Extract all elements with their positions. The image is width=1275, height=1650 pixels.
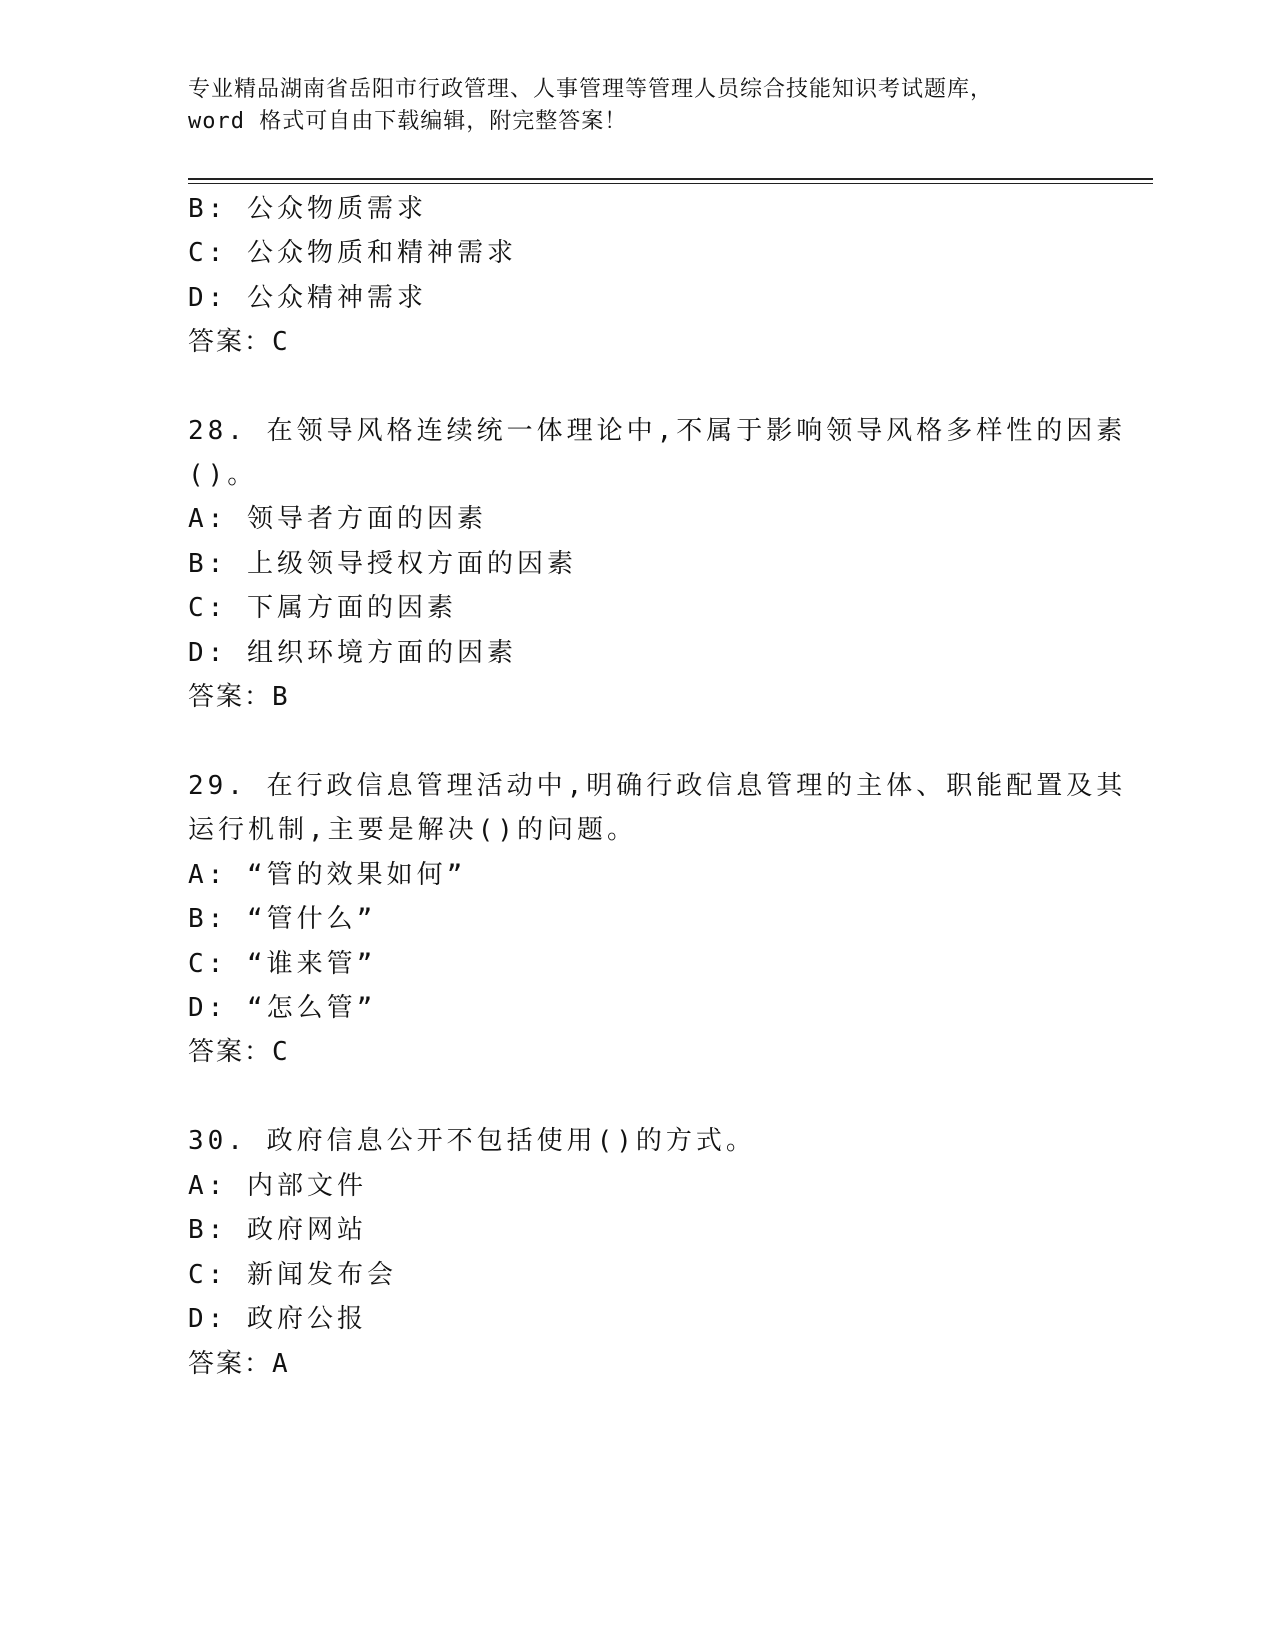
header-line-1: 专业精品湖南省岳阳市行政管理、人事管理等管理人员综合技能知识考试题库， [188,77,994,102]
q29-stem-line-1: 29. 在行政信息管理活动中,明确行政信息管理的主体、职能配置及其 [188,771,1127,801]
q27-answer: 答案：C [188,327,290,357]
q28-answer: 答案：B [188,682,290,712]
q30-option-c: C: 新闻发布会 [188,1260,397,1290]
q29-stem-line-2: 运行机制,主要是解决()的问题。 [188,815,637,845]
q29-option-a: A: “管的效果如何” [188,860,467,890]
header-rule-thin [188,183,1153,184]
q28-stem-line-2: ()。 [188,460,258,490]
q30-stem-line-1: 30. 政府信息公开不包括使用()的方式。 [188,1126,756,1156]
q29-answer: 答案：C [188,1037,290,1067]
q30-option-a: A: 内部文件 [188,1171,367,1201]
q27-option-d: D: 公众精神需求 [188,283,427,313]
q30-option-b: B: 政府网站 [188,1215,367,1245]
q27-option-c: C: 公众物质和精神需求 [188,238,517,268]
q28-option-c: C: 下属方面的因素 [188,593,457,623]
header-line-2: word 格式可自由下载编辑，附完整答案！ [188,109,628,134]
q29-option-c: C: “谁来管” [188,949,377,979]
q27-option-b: B: 公众物质需求 [188,194,427,224]
page-header [188,74,1068,138]
q29-option-b: B: “管什么” [188,904,377,934]
q30-option-d: D: 政府公报 [188,1304,367,1334]
q28-option-a: A: 领导者方面的因素 [188,504,487,534]
q30-answer: 答案：A [188,1349,290,1379]
q28-stem-line-1: 28. 在领导风格连续统一体理论中,不属于影响领导风格多样性的因素 [188,416,1127,446]
q28-option-b: B: 上级领导授权方面的因素 [188,549,577,579]
header-rule-thick [188,178,1153,180]
q28-option-d: D: 组织环境方面的因素 [188,638,517,668]
q29-option-d: D: “怎么管” [188,993,377,1023]
